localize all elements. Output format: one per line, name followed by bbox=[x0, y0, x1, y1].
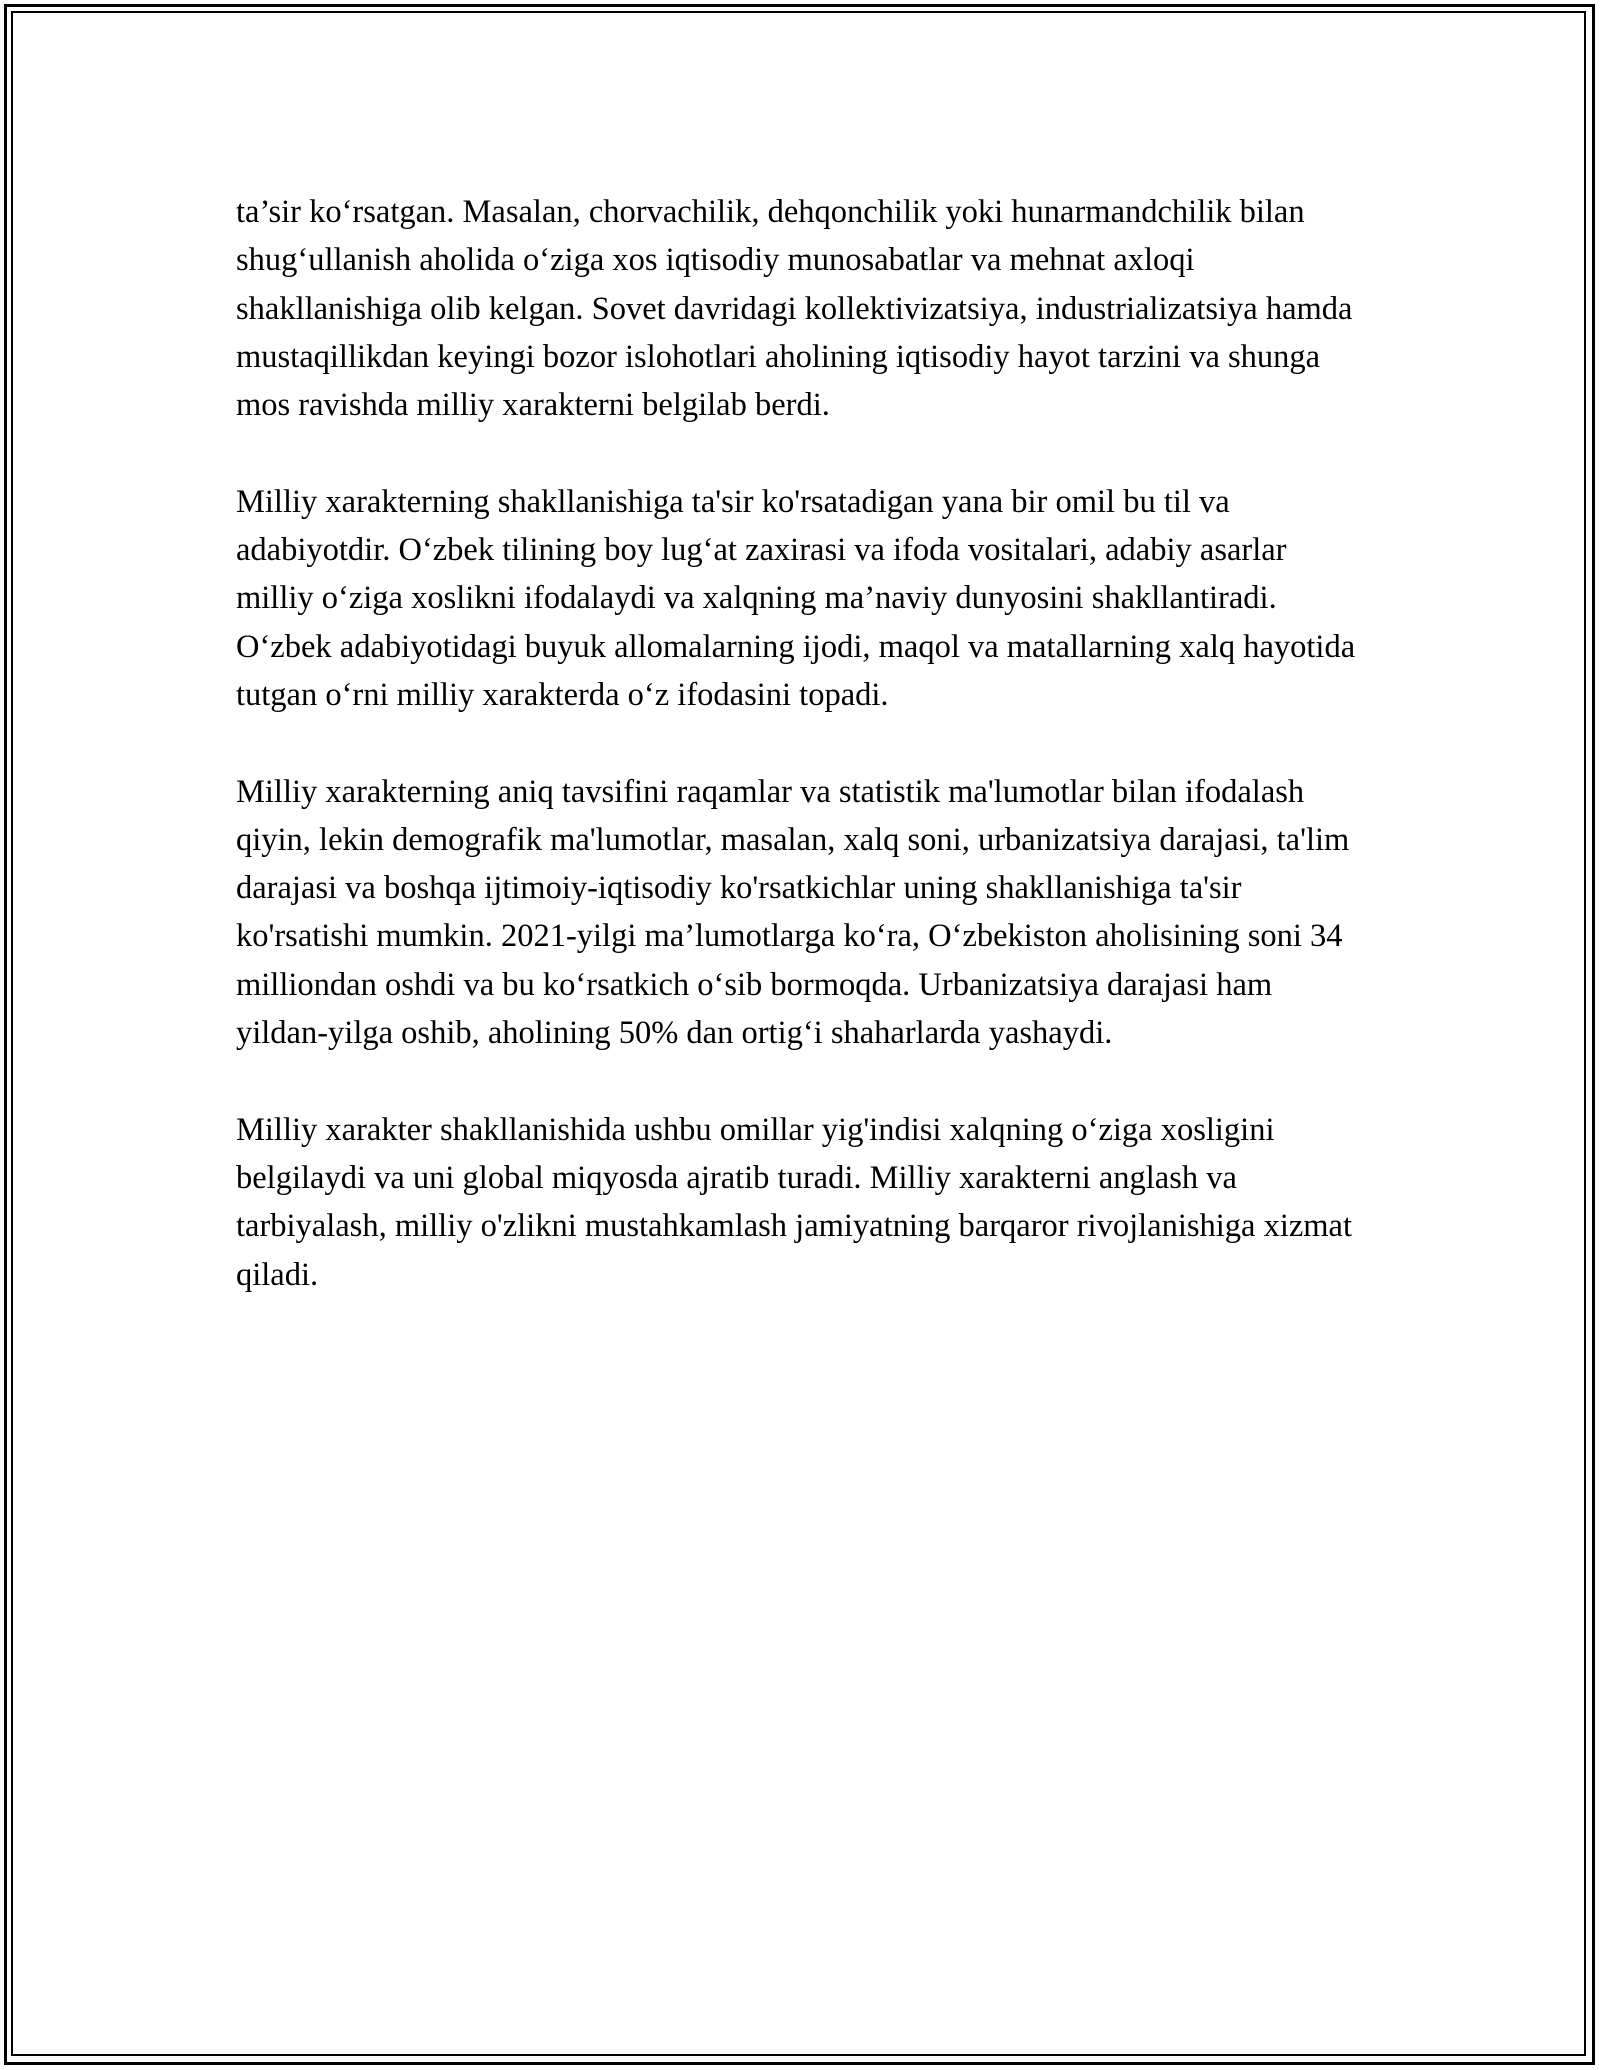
paragraph-conclusion: Milliy xarakter shakllanishida ushbu omillar yig'indisi xalqning o‘ziga xosligini belgilaydi va uni global miqyosda ajratib turadi. Milliy xarakterni anglash va tarbiyalash, milliy o'zlikni mustahkamlash jamiyatning barqaror rivojlanishiga xizmat qiladi. bbox=[236, 1111, 1353, 1293]
paragraph-demographics: Milliy xarakterning aniq tavsifini raqamlar va statistik ma'lumotlar bilan ifodalash qiyin, lekin demografik ma'lumotlar, masalan, xalq soni, urbanizatsiya darajasi, ta'lim darajasi va boshqa ijtimoiy-iqtisodiy ko'rsatkichlar uning shakllanishiga ta'sir ko'rsatishi mumkin. 2021-yilgi ma’lumotlarga ko‘ra, O‘zbekiston aholisining soni 34 milliondan oshdi va bu ko‘rsatkich o‘sib bormoqda. Urbanizatsiya darajasi ham yildan-yilga oshib, aholining 50% dan ortig‘i shaharlarda yashaydi. bbox=[236, 773, 1350, 1052]
paragraph-language-literature: Milliy xarakterning shakllanishiga ta'sir ko'rsatadigan yana bir omil bu til va adabiyotdir. O‘zbek tilining boy lug‘at zaxirasi va ifoda vositalari, adabiy asarlar milliy o‘ziga xoslikni ifodalaydi va xalqning ma’naviy dunyosini shakllantiradi. O‘zbek adabiyotidagi buyuk allomalarning ijodi, maqol va matallarning xalq hayotida tutgan o‘rni milliy xarakterda o‘z ifodasini topadi. bbox=[236, 483, 1356, 713]
document-body bbox=[236, 188, 1366, 1347]
paragraph-economy: ta’sir ko‘rsatgan. Masalan, chorvachilik, dehqonchilik yoki hunarmandchilik bilan shug‘ullanish aholida o‘ziga xos iqtisodiy munosabatlar va mehnat axloqi shakllanishiga olib kelgan. Sovet davridagi kollektivizatsiya, industrializatsiya hamda mustaqillikdan keyingi bozor islohotlari aholining iqtisodiy hayot tarzini va shunga mos ravishda milliy xarakterni belgilab berdi. bbox=[236, 194, 1353, 424]
